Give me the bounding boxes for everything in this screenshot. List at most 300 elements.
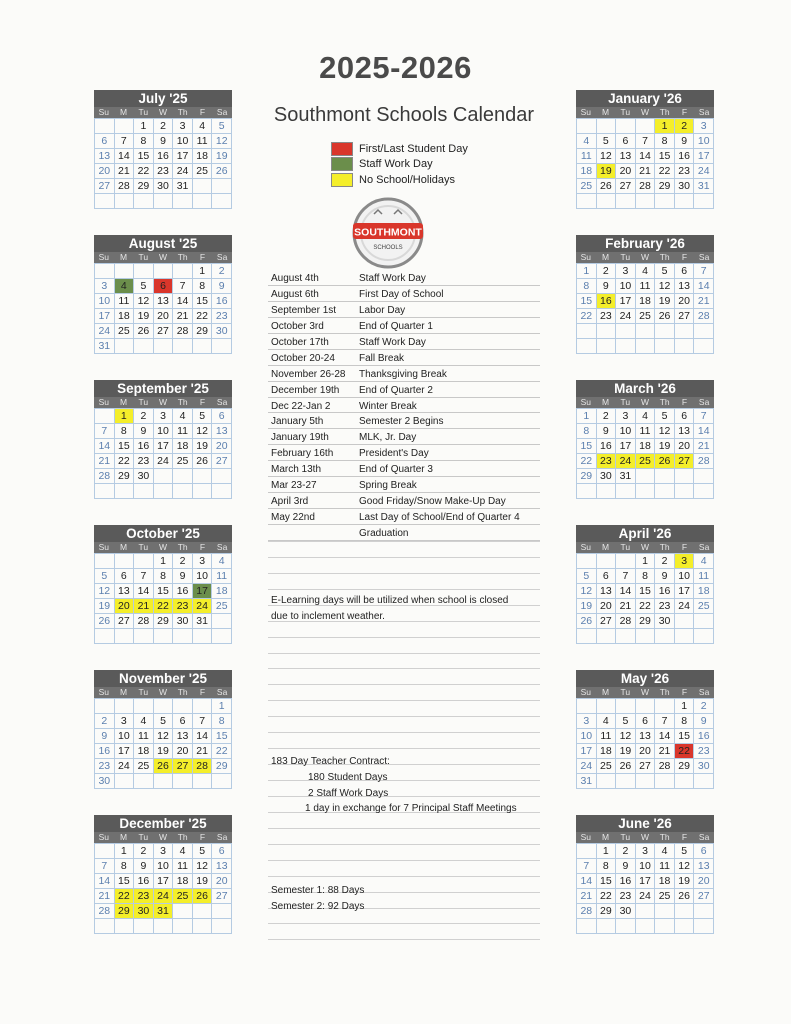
- weekday-header: [576, 832, 714, 843]
- day-cell: [193, 774, 213, 789]
- day-cell: [577, 919, 597, 934]
- day-cell: 2: [134, 409, 154, 424]
- day-cell: [212, 339, 232, 354]
- day-cell: [577, 629, 597, 644]
- day-cell: 9: [675, 134, 695, 149]
- day-cell: 29: [115, 904, 135, 919]
- logo-subtext: SCHOOLS: [373, 245, 403, 251]
- month-calendar: [94, 380, 232, 499]
- day-cell: 28: [134, 614, 154, 629]
- day-cell: 12: [193, 859, 213, 874]
- day-cell: 9: [134, 859, 154, 874]
- day-cell: 27: [115, 614, 135, 629]
- day-cell: 11: [597, 729, 617, 744]
- day-cell: [616, 774, 636, 789]
- event-date: May 22nd: [271, 512, 315, 524]
- event-description: Winter Break: [359, 400, 417, 412]
- day-cell: [154, 469, 174, 484]
- day-cell: [154, 919, 174, 934]
- weekday-header: [576, 542, 714, 553]
- weekday-label: Th: [659, 397, 670, 407]
- weekday-label: F: [199, 397, 206, 407]
- day-cell: 24: [616, 309, 636, 324]
- day-cell: 18: [212, 584, 232, 599]
- day-cell: 17: [173, 149, 193, 164]
- month-calendar: [576, 90, 714, 209]
- day-cell: 10: [616, 279, 636, 294]
- day-cell: 17: [675, 584, 695, 599]
- event-date: October 20-24: [271, 352, 335, 364]
- weekday-label: F: [681, 107, 688, 117]
- day-cell: [636, 324, 656, 339]
- event-row: [268, 429, 540, 445]
- day-cell: 16: [597, 294, 617, 309]
- day-cell: 27: [95, 179, 115, 194]
- day-cell: [134, 554, 154, 569]
- day-cell: 5: [577, 569, 597, 584]
- weekday-header: [94, 397, 232, 408]
- day-cell: 23: [95, 759, 115, 774]
- day-cell: 5: [95, 569, 115, 584]
- day-cell: 9: [694, 714, 714, 729]
- day-cell: 22: [675, 744, 695, 759]
- day-cell: [655, 194, 675, 209]
- day-cell: [694, 469, 714, 484]
- day-cell: 8: [193, 279, 213, 294]
- day-cell: 13: [675, 424, 695, 439]
- day-cell: 30: [675, 179, 695, 194]
- event-row: [268, 302, 540, 318]
- day-cell: 22: [655, 164, 675, 179]
- day-cell: 16: [134, 439, 154, 454]
- ruled-line: [268, 638, 540, 654]
- day-cell: 31: [95, 339, 115, 354]
- day-cell: 20: [212, 439, 232, 454]
- day-cell: [675, 614, 695, 629]
- day-cell: [675, 324, 695, 339]
- event-description: End of Quarter 3: [359, 464, 433, 476]
- day-cell: [597, 919, 617, 934]
- weekday-label: Tu: [138, 687, 149, 697]
- day-cell: 28: [694, 454, 714, 469]
- day-cell: 8: [134, 134, 154, 149]
- weekday-label: Th: [659, 107, 670, 117]
- weekday-label: Sa: [216, 107, 228, 117]
- day-cell: 11: [212, 569, 232, 584]
- day-cell: 3: [193, 554, 213, 569]
- day-cell: 14: [95, 874, 115, 889]
- day-cell: 3: [173, 119, 193, 134]
- southmont-logo: [352, 197, 424, 269]
- weekday-label: M: [120, 832, 128, 842]
- weekday-label: Su: [98, 687, 110, 697]
- day-cell: [577, 554, 597, 569]
- day-cell: 28: [694, 309, 714, 324]
- event-date: January 5th: [271, 416, 324, 428]
- weekday-label: F: [681, 397, 688, 407]
- day-cell: 13: [212, 859, 232, 874]
- day-cell: 25: [597, 759, 617, 774]
- day-cell: 3: [577, 714, 597, 729]
- weekday-label: W: [640, 687, 649, 697]
- weekday-label: F: [199, 252, 206, 262]
- weekday-header: [94, 832, 232, 843]
- day-cell: [173, 919, 193, 934]
- day-cell: 6: [115, 569, 135, 584]
- day-cell: 13: [173, 729, 193, 744]
- day-cell: [134, 629, 154, 644]
- day-cell: [577, 484, 597, 499]
- day-cell: 11: [636, 279, 656, 294]
- day-cell: 15: [115, 439, 135, 454]
- weekday-label: Su: [98, 252, 110, 262]
- weekday-label: Tu: [620, 397, 631, 407]
- day-cell: 19: [193, 439, 213, 454]
- month-title: May '26: [576, 670, 714, 687]
- day-cell: 26: [655, 454, 675, 469]
- month-title: June '26: [576, 815, 714, 832]
- day-cell: 25: [193, 164, 213, 179]
- day-cell: [636, 339, 656, 354]
- ruled-line: [268, 861, 540, 877]
- day-cell: [636, 919, 656, 934]
- weekday-label: Sa: [698, 542, 710, 552]
- weekday-label: M: [602, 687, 610, 697]
- weekday-label: Su: [98, 542, 110, 552]
- weekday-label: Tu: [620, 832, 631, 842]
- day-cell: [115, 919, 135, 934]
- day-cell: [154, 264, 174, 279]
- day-cell: [212, 194, 232, 209]
- day-cell: [95, 264, 115, 279]
- day-cell: 9: [134, 424, 154, 439]
- day-cell: 16: [173, 584, 193, 599]
- event-description: Staff Work Day: [359, 273, 426, 284]
- day-cell: 14: [134, 584, 154, 599]
- day-cell: 18: [597, 744, 617, 759]
- day-cell: 12: [134, 294, 154, 309]
- day-cell: [212, 614, 232, 629]
- day-cell: 7: [95, 859, 115, 874]
- day-cell: 14: [173, 294, 193, 309]
- weekday-label: M: [602, 397, 610, 407]
- day-cell: 4: [694, 554, 714, 569]
- month-calendar: [576, 670, 714, 789]
- day-cell: [115, 774, 135, 789]
- day-cell: [675, 629, 695, 644]
- weekday-label: Th: [659, 252, 670, 262]
- weekday-label: Tu: [138, 252, 149, 262]
- ruled-line: [268, 717, 540, 733]
- day-cell: 10: [193, 569, 213, 584]
- day-grid: [576, 408, 714, 499]
- weekday-label: Tu: [620, 687, 631, 697]
- month-calendar: [576, 235, 714, 354]
- day-cell: 19: [193, 874, 213, 889]
- day-cell: [694, 629, 714, 644]
- day-cell: 9: [655, 569, 675, 584]
- day-cell: 2: [173, 554, 193, 569]
- day-cell: 24: [115, 759, 135, 774]
- day-cell: 5: [675, 844, 695, 859]
- day-cell: 8: [675, 714, 695, 729]
- day-cell: [636, 774, 656, 789]
- month-calendar: [576, 525, 714, 644]
- day-cell: 10: [115, 729, 135, 744]
- day-cell: 18: [694, 584, 714, 599]
- day-cell: 9: [212, 279, 232, 294]
- day-cell: 5: [212, 119, 232, 134]
- day-cell: [675, 194, 695, 209]
- day-cell: 1: [597, 844, 617, 859]
- weekday-label: Sa: [698, 687, 710, 697]
- day-cell: 10: [154, 424, 174, 439]
- ruled-line: [268, 845, 540, 861]
- semester-2-days: Semester 2: 92 Days: [271, 901, 365, 912]
- day-cell: 21: [694, 294, 714, 309]
- month-calendar: [94, 90, 232, 209]
- day-cell: 12: [655, 279, 675, 294]
- day-cell: 4: [173, 409, 193, 424]
- day-cell: [577, 844, 597, 859]
- weekday-label: Tu: [138, 542, 149, 552]
- day-cell: 28: [636, 179, 656, 194]
- weekday-label: Th: [659, 832, 670, 842]
- ruled-line: [268, 574, 540, 590]
- day-cell: 7: [616, 569, 636, 584]
- day-cell: [616, 324, 636, 339]
- day-cell: 15: [134, 149, 154, 164]
- day-cell: [212, 484, 232, 499]
- event-description: Spring Break: [359, 480, 417, 492]
- weekday-label: Tu: [138, 107, 149, 117]
- day-cell: [95, 919, 115, 934]
- day-cell: [193, 484, 213, 499]
- day-cell: 3: [154, 844, 174, 859]
- day-cell: 14: [655, 729, 675, 744]
- day-cell: 17: [577, 744, 597, 759]
- day-cell: [115, 264, 135, 279]
- day-cell: [173, 194, 193, 209]
- day-cell: 15: [577, 294, 597, 309]
- weekday-label: W: [158, 687, 167, 697]
- day-cell: [212, 774, 232, 789]
- month-title: March '26: [576, 380, 714, 397]
- day-cell: 10: [636, 859, 656, 874]
- day-cell: [577, 194, 597, 209]
- page-title: 2025-2026: [319, 50, 472, 85]
- day-cell: 1: [655, 119, 675, 134]
- day-cell: 16: [134, 874, 154, 889]
- weekday-label: M: [602, 832, 610, 842]
- day-cell: [597, 119, 617, 134]
- day-cell: 17: [636, 874, 656, 889]
- day-cell: 24: [193, 599, 213, 614]
- day-cell: 1: [193, 264, 213, 279]
- weekday-header: [94, 107, 232, 118]
- day-cell: 12: [675, 859, 695, 874]
- day-cell: 20: [115, 599, 135, 614]
- day-cell: 31: [173, 179, 193, 194]
- weekday-label: Th: [659, 687, 670, 697]
- day-cell: 26: [655, 309, 675, 324]
- event-row: [268, 286, 540, 302]
- day-cell: 8: [115, 424, 135, 439]
- day-cell: [212, 919, 232, 934]
- legend-staff-work: [331, 157, 433, 171]
- weekday-label: Sa: [698, 832, 710, 842]
- month-calendar: [94, 235, 232, 354]
- day-cell: 28: [173, 324, 193, 339]
- day-cell: [193, 629, 213, 644]
- day-cell: 29: [597, 904, 617, 919]
- day-cell: 19: [134, 309, 154, 324]
- day-cell: 7: [694, 409, 714, 424]
- day-cell: 29: [134, 179, 154, 194]
- day-cell: 6: [636, 714, 656, 729]
- ruled-line: [268, 924, 540, 940]
- day-cell: 10: [95, 294, 115, 309]
- legend-label: Staff Work Day: [359, 157, 433, 170]
- day-cell: 1: [134, 119, 154, 134]
- day-cell: 17: [154, 439, 174, 454]
- day-grid: [576, 843, 714, 934]
- day-cell: 26: [154, 759, 174, 774]
- day-cell: 8: [577, 279, 597, 294]
- day-cell: 29: [577, 469, 597, 484]
- day-cell: 24: [95, 324, 115, 339]
- day-cell: 2: [694, 699, 714, 714]
- day-cell: 8: [577, 424, 597, 439]
- day-cell: 6: [154, 279, 174, 294]
- day-cell: [193, 904, 213, 919]
- day-cell: 15: [675, 729, 695, 744]
- day-cell: 21: [95, 454, 115, 469]
- day-cell: 25: [577, 179, 597, 194]
- event-date: October 17th: [271, 336, 329, 348]
- day-grid: [94, 553, 232, 644]
- weekday-label: W: [158, 107, 167, 117]
- day-cell: 20: [694, 874, 714, 889]
- day-cell: 9: [154, 134, 174, 149]
- weekday-label: F: [681, 542, 688, 552]
- day-cell: 28: [655, 759, 675, 774]
- day-cell: 17: [616, 294, 636, 309]
- logo-text: SOUTHMONT: [354, 226, 422, 239]
- day-cell: [115, 484, 135, 499]
- day-cell: 21: [173, 309, 193, 324]
- day-cell: 5: [655, 264, 675, 279]
- day-cell: [154, 484, 174, 499]
- weekday-label: F: [199, 542, 206, 552]
- ruled-line: [268, 813, 540, 829]
- day-cell: 28: [616, 614, 636, 629]
- day-cell: 18: [173, 439, 193, 454]
- day-cell: 2: [597, 409, 617, 424]
- day-cell: 11: [193, 134, 213, 149]
- day-cell: [616, 339, 636, 354]
- event-date: August 6th: [271, 288, 319, 300]
- contract-staff-days: 2 Staff Work Days: [308, 788, 389, 799]
- weekday-label: Su: [580, 252, 592, 262]
- day-cell: [694, 324, 714, 339]
- day-cell: 16: [675, 149, 695, 164]
- contract-title: 183 Day Teacher Contract:: [271, 756, 390, 767]
- day-cell: 4: [636, 409, 656, 424]
- day-cell: 7: [95, 424, 115, 439]
- day-cell: 24: [577, 759, 597, 774]
- legend-first-last: [331, 142, 468, 156]
- day-cell: [95, 409, 115, 424]
- day-cell: 15: [655, 149, 675, 164]
- event-row: [268, 350, 540, 366]
- day-cell: 18: [655, 874, 675, 889]
- day-cell: 20: [597, 599, 617, 614]
- day-cell: [154, 194, 174, 209]
- day-cell: 22: [154, 599, 174, 614]
- day-cell: 2: [597, 264, 617, 279]
- ruled-line: [268, 526, 540, 542]
- day-cell: [95, 119, 115, 134]
- weekday-label: M: [120, 107, 128, 117]
- day-cell: [597, 554, 617, 569]
- weekday-label: Su: [580, 107, 592, 117]
- weekday-label: F: [199, 687, 206, 697]
- day-grid: [94, 843, 232, 934]
- day-cell: [616, 484, 636, 499]
- day-cell: [694, 904, 714, 919]
- day-cell: 25: [212, 599, 232, 614]
- ruled-line: [268, 654, 540, 670]
- day-cell: 21: [577, 889, 597, 904]
- day-cell: [173, 629, 193, 644]
- day-grid: [576, 263, 714, 354]
- weekday-header: [576, 252, 714, 263]
- day-cell: 30: [134, 904, 154, 919]
- day-cell: 6: [212, 409, 232, 424]
- day-cell: 6: [212, 844, 232, 859]
- day-cell: 25: [694, 599, 714, 614]
- event-row: [268, 477, 540, 493]
- day-cell: [636, 629, 656, 644]
- day-cell: 26: [193, 454, 213, 469]
- day-cell: 7: [134, 569, 154, 584]
- day-cell: 2: [212, 264, 232, 279]
- day-cell: 4: [597, 714, 617, 729]
- day-cell: 8: [597, 859, 617, 874]
- month-calendar: [94, 815, 232, 934]
- weekday-label: F: [681, 687, 688, 697]
- day-cell: 14: [115, 149, 135, 164]
- contract-student-days: 180 Student Days: [308, 772, 388, 783]
- day-cell: 13: [694, 859, 714, 874]
- weekday-label: Su: [98, 107, 110, 117]
- weekday-label: Su: [98, 832, 110, 842]
- day-cell: [173, 469, 193, 484]
- day-cell: [577, 119, 597, 134]
- day-cell: [675, 484, 695, 499]
- day-cell: [154, 774, 174, 789]
- event-row: [268, 413, 540, 429]
- day-cell: 6: [694, 844, 714, 859]
- weekday-label: F: [199, 832, 206, 842]
- event-description: Thanksgiving Break: [359, 368, 447, 380]
- weekday-label: F: [681, 832, 688, 842]
- day-cell: 20: [636, 744, 656, 759]
- weekday-label: W: [158, 252, 167, 262]
- day-cell: [655, 324, 675, 339]
- day-cell: [616, 194, 636, 209]
